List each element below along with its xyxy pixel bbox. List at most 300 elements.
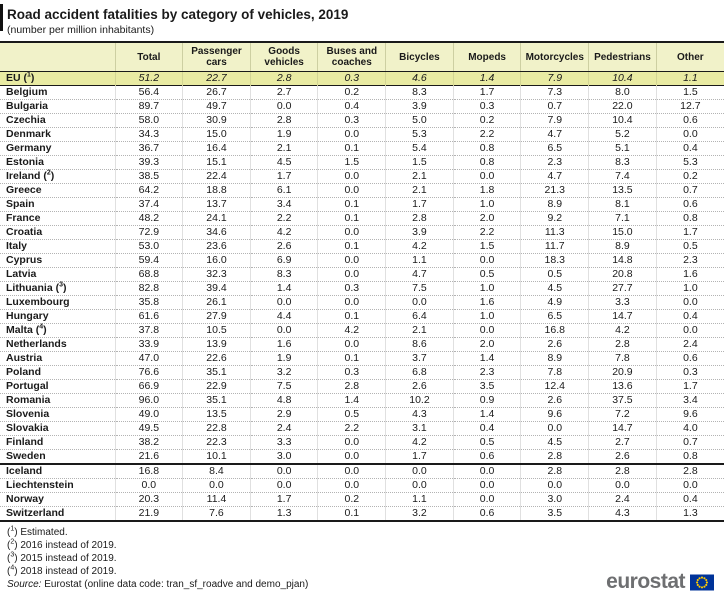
column-header: Motorcycles [521,42,589,72]
source-label: Source: [7,579,42,590]
value-cell: 0.8 [453,142,521,156]
table-row [0,226,724,240]
value-cell: 0.0 [318,450,386,465]
value-cell: 16.8 [115,464,183,479]
country-cell: Switzerland [6,507,65,519]
value-cell: 37.4 [115,198,183,212]
value-cell: 10.2 [386,394,454,408]
value-cell: 61.6 [115,310,183,324]
value-cell: 1.7 [386,198,454,212]
table-row [0,268,724,282]
country-cell: Slovenia [6,408,50,420]
value-cell: 3.4 [250,198,318,212]
value-cell: 3.2 [386,507,454,522]
value-cell: 15.1 [183,156,251,170]
value-cell: 1.9 [250,352,318,366]
value-cell: 0.8 [656,212,724,226]
value-cell: 20.3 [115,493,183,507]
value-cell: 0.0 [250,324,318,338]
value-cell: 1.4 [453,352,521,366]
value-cell: 39.4 [183,282,251,296]
value-cell: 21.6 [115,450,183,465]
country-cell: France [6,212,41,224]
value-cell: 2.1 [250,142,318,156]
value-cell: 49.5 [115,422,183,436]
value-cell: 6.5 [521,142,589,156]
footnote: ($^2$) 2016 instead of 2019. [7,538,117,551]
source-text: Eurostat (online data code: tran_sf_roadve and demo_pjan) [44,579,309,590]
value-cell: 2.8 [250,114,318,128]
country-cell: Netherlands [6,338,67,350]
value-cell: 47.0 [115,352,183,366]
value-cell: 0.0 [656,296,724,310]
value-cell: 13.5 [589,184,657,198]
value-cell: 2.1 [386,184,454,198]
value-cell: 3.0 [250,450,318,465]
value-cell: 0.2 [318,493,386,507]
table-row [0,296,724,310]
value-cell: 2.6 [386,380,454,394]
value-cell: 0.1 [318,240,386,254]
value-cell: 1.6 [250,338,318,352]
value-cell: 3.0 [521,493,589,507]
value-cell: 30.9 [183,114,251,128]
corner-cell [0,42,115,72]
value-cell: 22.9 [183,380,251,394]
value-cell: 0.4 [453,422,521,436]
value-cell: 2.3 [453,366,521,380]
eurostat-logo-text: eurostat [606,570,685,593]
value-cell: 0.0 [318,184,386,198]
value-cell: 2.0 [453,338,521,352]
value-cell: 0.7 [521,100,589,114]
table-row [0,310,724,324]
value-cell: 0.0 [250,464,318,479]
value-cell: 0.0 [656,128,724,142]
value-cell: 18.8 [183,184,251,198]
value-cell: 76.6 [115,366,183,380]
value-cell: 1.0 [453,310,521,324]
value-cell: 0.0 [318,254,386,268]
value-cell: 2.2 [250,212,318,226]
value-cell: 5.1 [589,142,657,156]
value-cell: 13.7 [183,198,251,212]
value-cell: 37.5 [589,394,657,408]
value-cell: 1.3 [656,507,724,522]
column-header: Buses and coaches [318,42,386,72]
value-cell: 96.0 [115,394,183,408]
table-row [0,436,724,450]
country-cell: Malta ($^4$) [6,323,47,336]
table-row [0,324,724,338]
value-cell: 5.4 [386,142,454,156]
value-cell: 26.1 [183,296,251,310]
value-cell: 68.8 [115,268,183,282]
value-cell: 4.5 [521,282,589,296]
value-cell: 53.0 [115,240,183,254]
value-cell: 82.8 [115,282,183,296]
value-cell: 7.3 [521,86,589,100]
value-cell: 2.6 [250,240,318,254]
value-cell: 0.3 [318,282,386,296]
value-cell: 11.3 [521,226,589,240]
value-cell: 21.3 [521,184,589,198]
value-cell: 20.9 [589,366,657,380]
value-cell: 9.2 [521,212,589,226]
value-cell: 0.0 [386,479,454,493]
value-cell: 2.8 [386,212,454,226]
table-row [0,464,724,479]
value-cell: 22.6 [183,352,251,366]
value-cell: 1.4 [250,282,318,296]
country-cell: Sweden [6,450,46,462]
country-cell: Romania [6,394,51,406]
value-cell: 0.0 [318,464,386,479]
value-cell: 1.4 [318,394,386,408]
value-cell: 36.7 [115,142,183,156]
table-row [0,394,724,408]
value-cell: 32.3 [183,268,251,282]
value-cell: 5.0 [386,114,454,128]
corner-mark [0,4,3,31]
value-cell: 13.9 [183,338,251,352]
value-cell: 0.4 [318,100,386,114]
value-cell: 6.9 [250,254,318,268]
value-cell: 6.8 [386,366,454,380]
value-cell: 0.0 [250,100,318,114]
footnote: ($^1$) Estimated. [7,525,68,538]
table-row [0,156,724,170]
value-cell: 4.7 [386,268,454,282]
table-row [0,100,724,114]
value-cell: 0.2 [453,114,521,128]
table-row [0,86,724,100]
country-cell: Greece [6,184,42,196]
value-cell: 21.9 [115,507,183,522]
value-cell: 89.7 [115,100,183,114]
value-cell: 2.8 [656,464,724,479]
value-cell: 4.6 [386,72,454,86]
value-cell: 2.0 [453,212,521,226]
value-cell: 0.0 [453,324,521,338]
footnote: ($^3$) 2015 instead of 2019. [7,551,117,564]
value-cell: 1.7 [250,493,318,507]
value-cell: 0.0 [318,296,386,310]
value-cell: 38.5 [115,170,183,184]
value-cell: 22.7 [183,72,251,86]
value-cell: 7.9 [521,114,589,128]
table-row [0,282,724,296]
value-cell: 14.7 [589,310,657,324]
value-cell: 6.4 [386,310,454,324]
country-cell: Luxembourg [6,296,70,308]
country-cell: Austria [6,352,43,364]
value-cell: 0.5 [521,268,589,282]
value-cell: 2.4 [656,338,724,352]
value-cell: 49.7 [183,100,251,114]
value-cell: 10.4 [589,114,657,128]
value-cell: 8.0 [589,86,657,100]
value-cell: 0.7 [656,436,724,450]
value-cell: 2.1 [386,324,454,338]
value-cell: 0.0 [453,479,521,493]
value-cell: 2.9 [250,408,318,422]
value-cell: 0.0 [318,338,386,352]
value-cell: 0.0 [115,479,183,493]
value-cell: 2.6 [521,394,589,408]
value-cell: 0.5 [453,268,521,282]
value-cell: 0.0 [453,254,521,268]
value-cell: 10.5 [183,324,251,338]
value-cell: 6.1 [250,184,318,198]
value-cell: 11.7 [521,240,589,254]
value-cell: 0.6 [656,198,724,212]
value-cell: 2.4 [589,493,657,507]
value-cell: 1.0 [656,282,724,296]
value-cell: 15.0 [589,226,657,240]
footnote: ($^4$) 2018 instead of 2019. [7,564,117,577]
value-cell: 4.3 [386,408,454,422]
eu-flag-icon [690,574,714,591]
value-cell: 2.6 [589,450,657,465]
table-row [0,352,724,366]
table-row [0,450,724,465]
country-cell: Portugal [6,380,49,392]
value-cell: 35.1 [183,394,251,408]
value-cell: 22.8 [183,422,251,436]
table-row [0,72,724,86]
value-cell: 4.2 [250,226,318,240]
value-cell: 0.1 [318,310,386,324]
table-row [0,198,724,212]
value-cell: 1.4 [453,72,521,86]
value-cell: 38.2 [115,436,183,450]
value-cell: 0.9 [453,394,521,408]
column-header: Passenger cars [183,42,251,72]
column-header: Pedestrians [589,42,657,72]
value-cell: 11.4 [183,493,251,507]
value-cell: 1.1 [656,72,724,86]
value-cell: 18.3 [521,254,589,268]
value-cell: 3.5 [453,380,521,394]
value-cell: 0.1 [318,142,386,156]
value-cell: 1.7 [656,226,724,240]
value-cell: 8.3 [589,156,657,170]
table-row [0,408,724,422]
country-cell: Denmark [6,128,51,140]
value-cell: 72.9 [115,226,183,240]
value-cell: 2.2 [318,422,386,436]
value-cell: 0.7 [656,184,724,198]
value-cell: 1.1 [386,493,454,507]
value-cell: 1.7 [386,450,454,465]
value-cell: 13.6 [589,380,657,394]
country-cell: Slovakia [6,422,49,434]
value-cell: 0.6 [656,114,724,128]
value-cell: 0.1 [318,352,386,366]
value-cell: 4.7 [521,128,589,142]
value-cell: 2.8 [589,464,657,479]
table-row [0,338,724,352]
table-row [0,184,724,198]
value-cell: 9.6 [656,408,724,422]
value-cell: 0.3 [318,114,386,128]
value-cell: 0.6 [656,352,724,366]
value-cell: 16.8 [521,324,589,338]
fatalities-table [0,41,724,522]
value-cell: 0.0 [250,479,318,493]
value-cell: 26.7 [183,86,251,100]
value-cell: 16.4 [183,142,251,156]
value-cell: 4.5 [250,156,318,170]
value-cell: 0.0 [250,296,318,310]
table-row [0,142,724,156]
value-cell: 7.6 [183,507,251,522]
value-cell: 33.9 [115,338,183,352]
value-cell: 2.2 [453,128,521,142]
table-row [0,254,724,268]
value-cell: 1.0 [453,282,521,296]
value-cell: 4.8 [250,394,318,408]
value-cell: 5.3 [656,156,724,170]
value-cell: 0.2 [318,86,386,100]
value-cell: 0.0 [318,128,386,142]
country-cell: Czechia [6,114,46,126]
value-cell: 1.5 [386,156,454,170]
value-cell: 6.5 [521,310,589,324]
eurostat-logo [606,570,714,593]
value-cell: 3.4 [656,394,724,408]
value-cell: 3.3 [250,436,318,450]
value-cell: 0.5 [453,436,521,450]
country-cell: Ireland ($^2$) [6,169,55,182]
value-cell: 51.2 [115,72,183,86]
table-row [0,479,724,493]
table-row [0,128,724,142]
table-row [0,366,724,380]
value-cell: 1.9 [250,128,318,142]
value-cell: 0.0 [386,464,454,479]
value-cell: 8.9 [521,198,589,212]
column-header: Goods vehicles [250,42,318,72]
value-cell: 1.3 [250,507,318,522]
country-cell: Hungary [6,310,49,322]
value-cell: 34.3 [115,128,183,142]
country-cell: EU ($^1$) [6,71,35,84]
value-cell: 1.8 [453,184,521,198]
value-cell: 22.3 [183,436,251,450]
value-cell: 15.0 [183,128,251,142]
value-cell: 0.4 [656,310,724,324]
value-cell: 0.2 [656,170,724,184]
value-cell: 35.8 [115,296,183,310]
country-cell: Poland [6,366,42,378]
value-cell: 0.0 [318,436,386,450]
value-cell: 8.9 [589,240,657,254]
table-row [0,422,724,436]
table-row [0,380,724,394]
value-cell: 7.5 [250,380,318,394]
country-cell: Latvia [6,268,37,280]
value-cell: 3.9 [386,226,454,240]
value-cell: 0.0 [656,324,724,338]
table-row [0,212,724,226]
value-cell: 1.0 [453,198,521,212]
value-cell: 4.7 [521,170,589,184]
value-cell: 3.7 [386,352,454,366]
table-row [0,493,724,507]
value-cell: 5.2 [589,128,657,142]
country-cell: Bulgaria [6,100,49,112]
country-cell: Cyprus [6,254,43,266]
value-cell: 14.8 [589,254,657,268]
value-cell: 4.4 [250,310,318,324]
value-cell: 0.0 [318,268,386,282]
table-row [0,240,724,254]
value-cell: 27.9 [183,310,251,324]
value-cell: 2.7 [250,86,318,100]
value-cell: 56.4 [115,86,183,100]
value-cell: 14.7 [589,422,657,436]
value-cell: 4.2 [589,324,657,338]
value-cell: 7.2 [589,408,657,422]
value-cell: 7.5 [386,282,454,296]
value-cell: 7.8 [589,352,657,366]
country-cell: Italy [6,240,28,252]
value-cell: 0.8 [656,450,724,465]
value-cell: 3.1 [386,422,454,436]
value-cell: 0.1 [318,198,386,212]
value-cell: 0.4 [656,493,724,507]
value-cell: 4.2 [386,240,454,254]
page-subtitle: (number per million inhabitants) [7,24,155,36]
value-cell: 0.3 [453,100,521,114]
value-cell: 0.0 [183,479,251,493]
value-cell: 0.3 [318,366,386,380]
value-cell: 0.0 [589,479,657,493]
value-cell: 64.2 [115,184,183,198]
value-cell: 1.6 [453,296,521,310]
value-cell: 1.5 [318,156,386,170]
value-cell: 0.0 [521,479,589,493]
value-cell: 4.3 [589,507,657,522]
value-cell: 1.6 [656,268,724,282]
value-cell: 2.1 [386,170,454,184]
value-cell: 3.5 [521,507,589,522]
country-cell: Spain [6,198,35,210]
value-cell: 7.8 [521,366,589,380]
value-cell: 4.0 [656,422,724,436]
value-cell: 2.4 [250,422,318,436]
value-cell: 34.6 [183,226,251,240]
header-row [0,42,724,72]
value-cell: 8.9 [521,352,589,366]
value-cell: 2.3 [521,156,589,170]
value-cell: 0.6 [453,507,521,522]
country-cell: Croatia [6,226,43,238]
value-cell: 2.2 [453,226,521,240]
value-cell: 0.1 [318,507,386,522]
value-cell: 20.8 [589,268,657,282]
value-cell: 1.7 [656,380,724,394]
value-cell: 2.8 [521,450,589,465]
value-cell: 1.7 [250,170,318,184]
value-cell: 7.1 [589,212,657,226]
value-cell: 3.2 [250,366,318,380]
value-cell: 12.4 [521,380,589,394]
column-header: Total [115,42,183,72]
value-cell: 16.0 [183,254,251,268]
